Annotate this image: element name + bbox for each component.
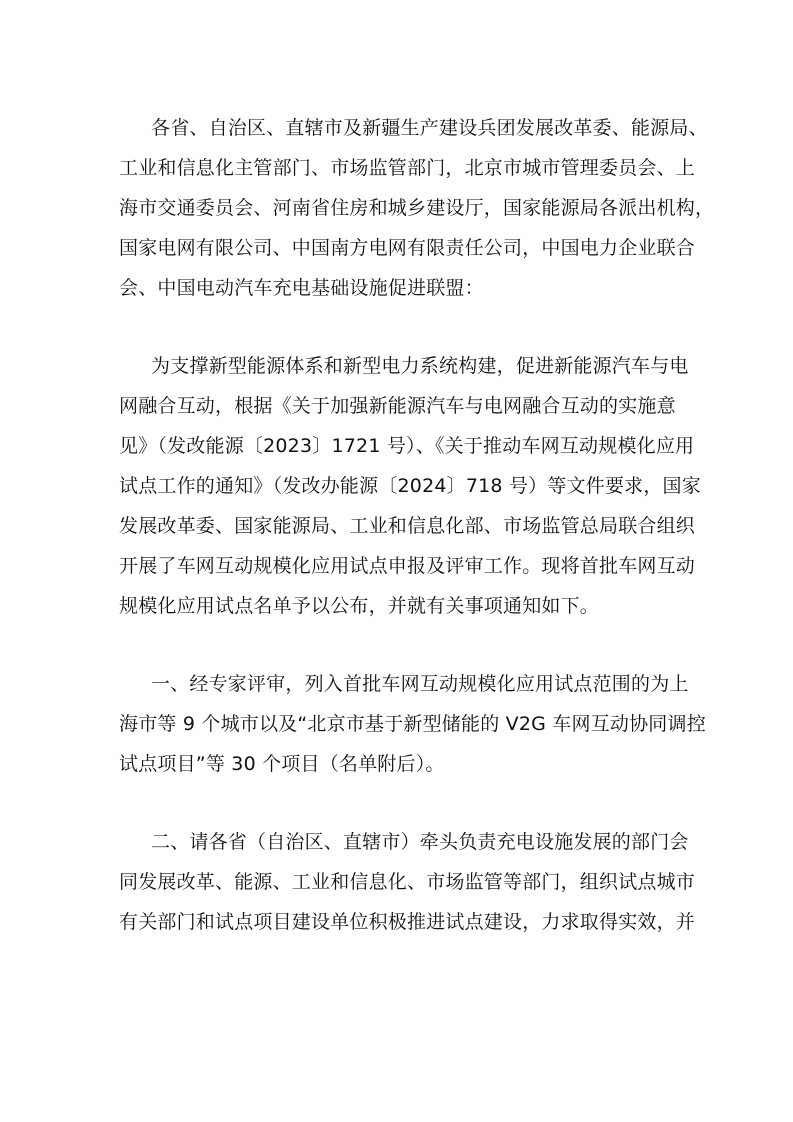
salutation-paragraph <box>119 108 715 308</box>
text-line: 开展了车网互动规模化应用试点申报及评审工作。现将首批车网互动 <box>119 555 696 577</box>
text-line: 试点工作的通知》（发改办能源〔2024〕718 号）等文件要求，国家 <box>119 475 701 497</box>
intro-paragraph <box>119 346 701 626</box>
text-line: 规模化应用试点名单予以公布，并就有关事项通知如下。 <box>119 595 600 617</box>
text-line: 有关部门和试点项目建设单位积极推进试点建设，力求取得实效，并 <box>119 911 696 933</box>
paragraph-spacer <box>119 308 679 346</box>
document-body <box>119 108 715 942</box>
text-line: 海市交通委员会、河南省住房和城乡建设厅，国家能源局各派出机构， <box>119 197 715 219</box>
text-line: 试点项目”等 30 个项目（名单附后）。 <box>119 753 445 775</box>
text-line: 网融合互动，根据《关于加强新能源汽车与电网融合互动的实施意 <box>119 395 676 417</box>
text-line: 工业和信息化主管部门、市场监管部门，北京市城市管理委员会、上 <box>119 157 696 179</box>
paragraph-spacer <box>119 784 679 822</box>
text-line: 海市等 9 个城市以及“北京市基于新型储能的 V2G 车网互动协同调控 <box>119 713 706 735</box>
text-line: 为支撑新型能源体系和新型电力系统构建，促进新能源汽车与电 <box>151 355 689 377</box>
text-line: 同发展改革、能源、工业和信息化、市场监管等部门，组织试点城市 <box>119 871 696 893</box>
item-one-paragraph <box>119 664 706 784</box>
text-line: 各省、自治区、直辖市及新疆生产建设兵团发展改革委、能源局、 <box>151 117 708 139</box>
text-line: 发展改革委、国家能源局、工业和信息化部、市场监管总局联合组织 <box>119 515 696 537</box>
paragraph-spacer <box>119 626 679 664</box>
item-two-paragraph <box>119 822 696 942</box>
text-line: 国家电网有限公司、中国南方电网有限责任公司，中国电力企业联合 <box>119 237 696 259</box>
text-line: 二、请各省（自治区、直辖市）牵头负责充电设施发展的部门会 <box>151 831 689 853</box>
text-line: 会、中国电动汽车充电基础设施促进联盟： <box>119 277 484 299</box>
text-line: 见》（发改能源〔2023〕1721 号）、《关于推动车网互动规模化应用 <box>119 435 695 457</box>
text-line: 一、经专家评审，列入首批车网互动规模化应用试点范围的为上 <box>151 673 689 695</box>
